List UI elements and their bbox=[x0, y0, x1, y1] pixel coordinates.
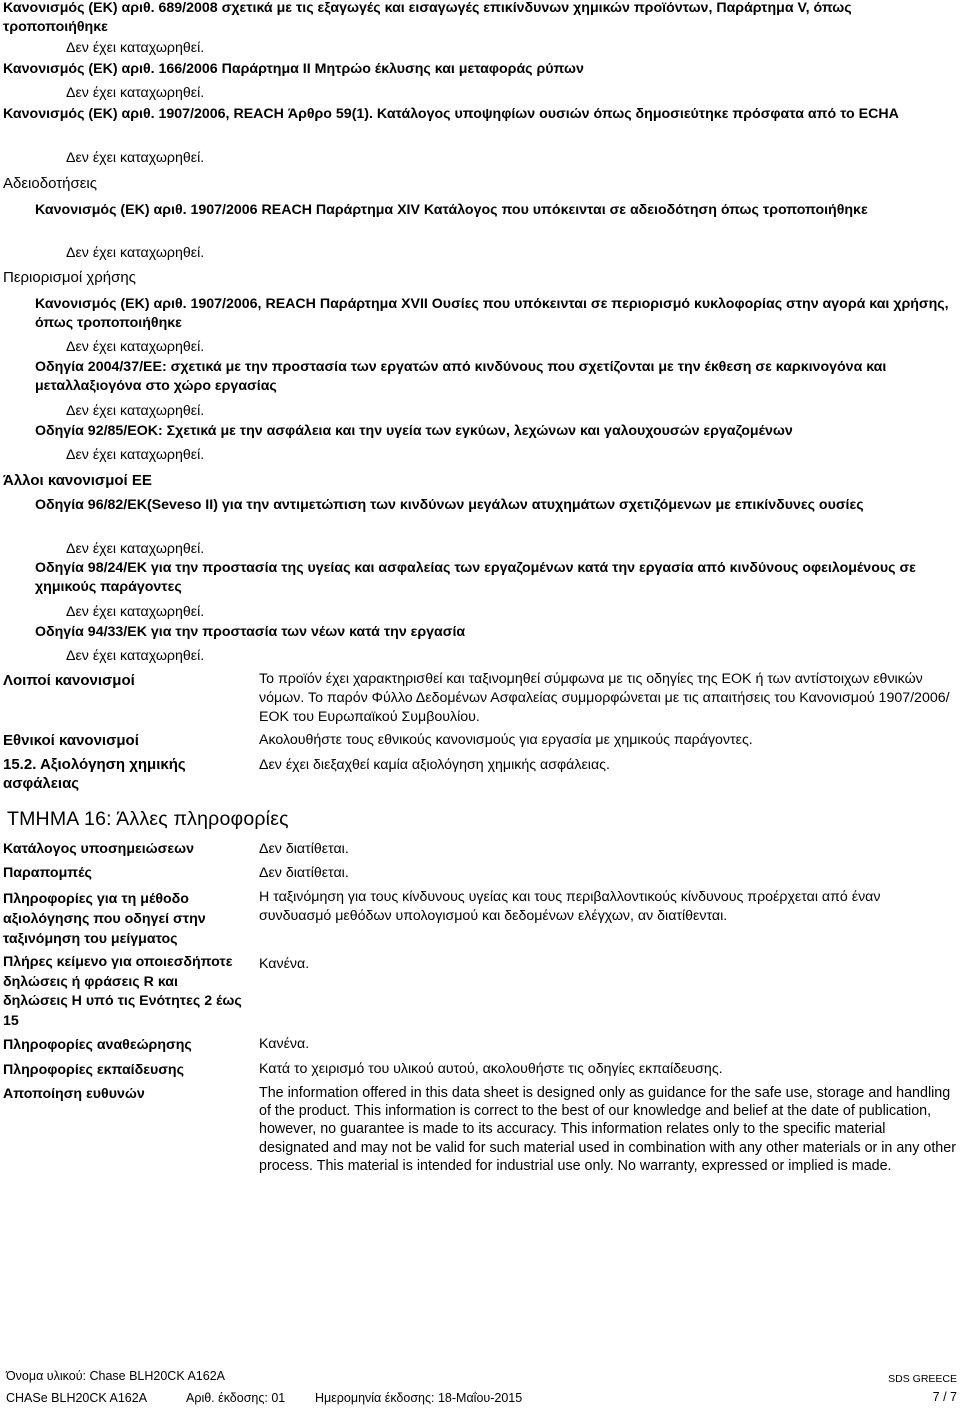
restrictions-reg: Κανονισμός (ΕΚ) αριθ. 1907/2006, REACH Παράρτημα XVII Ουσίες που υπόκεινται σε περιορισμό κυκλοφορίας στην αγορά και χρήσης, όπως τροποποιήθηκε bbox=[35, 296, 949, 331]
reg-689-status: Δεν έχει καταχωρηθεί. bbox=[66, 40, 205, 56]
restrictions-reg-status: Δεν έχει καταχωρηθεί. bbox=[66, 339, 205, 355]
directive-96-82-status: Δεν έχει καταχωρηθεί. bbox=[66, 541, 205, 557]
directive-92-85: Οδηγία 92/85/ΕΟΚ: Σχετικά με την ασφάλεια και την υγεία των εγκύων, λεχώνων και γαλουχουσών εργαζομένων bbox=[35, 423, 793, 439]
directive-96-82: Οδηγία 96/82/ΕΚ(Seveso II) για την αντιμετώπιση των κινδύνων μεγάλων ατυχημάτων σχετιζόμενων με επικίνδυνες ουσίες bbox=[35, 497, 864, 513]
method-value: Η ταξινόμηση για τους κίνδυνους υγείας και τους περιβαλλοντικούς κίνδυνους προέρχεται από έναν συνδυασμό μεθόδων υπολογισμού και δεδομένων ελέγχων, αν διατίθενται. bbox=[259, 889, 881, 924]
section-16-title: ΤΜΗΜΑ 16: Άλλες πληροφορίες bbox=[7, 808, 289, 830]
authorisations-reg: Κανονισμός (ΕΚ) αριθ. 1907/2006 REACH Παράρτημα XIV Κατάλογος που υπόκεινται σε αδειοδότηση όπως τροποποιήθηκε bbox=[35, 202, 868, 218]
footer-material-name: Όνομα υλικού: Chase BLH20CK A162A bbox=[6, 1369, 225, 1383]
fulltext-label: Πλήρες κείμενο για οποιεσδήποτε δηλώσεις ή φράσεις R και δηλώσεις H υπό τις Ενότητες 2 έως 15 bbox=[3, 954, 242, 1029]
reg-1907-59-status: Δεν έχει καταχωρηθεί. bbox=[66, 150, 205, 166]
authorisations-label: Αδειοδοτήσεις bbox=[3, 175, 97, 192]
directive-94-33-status: Δεν έχει καταχωρηθεί. bbox=[66, 648, 205, 664]
training-value: Κατά το χειρισμό του υλικού αυτού, ακολουθήστε τις οδηγίες εκπαίδευσης. bbox=[259, 1061, 723, 1077]
directive-98-24: Οδηγία 98/24/ΕΚ για την προστασία της υγείας και ασφαλείας των εργαζομένων κατά την εργασία από κινδύνους οφειλομένους σε χημικούς παράγοντες bbox=[35, 560, 916, 595]
national-regs-text: Ακολουθήστε τους εθνικούς κανονισμούς για εργασία με χημικούς παράγοντες. bbox=[259, 732, 753, 748]
abbrev-value: Δεν διατίθεται. bbox=[259, 841, 349, 857]
directive-92-85-status: Δεν έχει καταχωρηθεί. bbox=[66, 447, 205, 463]
csa-text: Δεν έχει διεξαχθεί καμία αξιολόγηση χημικής ασφάλειας. bbox=[259, 757, 610, 773]
other-regs-text: Το προϊόν έχει χαρακτηρισθεί και ταξινομηθεί σύμφωνα με τις οδηγίες της ΕΟΚ ή των αντίστοιχων εθνικών νόμων. Το παρόν Φύλλο Δεδομένων Ασφαλείας συμμορφώνεται με τις απαιτήσεις του Κανονισμού 1907/2006/ΕΟΚ του Ευρωπαϊκού Συμβουλίου. bbox=[259, 671, 950, 725]
training-label: Πληροφορίες εκπαίδευσης bbox=[3, 1062, 184, 1078]
footer-issue-date: Ημερομηνία έκδοσης: 18-Μαΐου-2015 bbox=[315, 1391, 523, 1405]
disclaimer-value: The information offered in this data sheet is designed only as guidance for the safe use, storage and handling of the product. This information is correct to the best of our knowledge and belief at the date of publication, however, no guarantee is made to its accuracy. This information relates only to the specific material designated and may not be valid for such material used in combination with any other materials or in any other process. This material is intended for industrial use only. No warranty, expressed or implied is made. bbox=[259, 1085, 956, 1174]
footer-sds-region: SDS GREECE bbox=[888, 1373, 957, 1385]
national-regs-label: Εθνικοί κανονισμοί bbox=[3, 732, 139, 749]
refs-label: Παραπομπές bbox=[3, 865, 92, 881]
reg-166-status: Δεν έχει καταχωρηθεί. bbox=[66, 85, 205, 101]
directive-2004-37: Οδηγία 2004/37/ΕΕ: σχετικά με την προστασία των εργατών από κινδύνους που σχετίζονται με την έκθεση σε καρκινογόνα και μεταλλαξιογόνα στο χώρο εργασίας bbox=[35, 359, 887, 394]
csa-label: 15.2. Αξιολόγηση χημικής ασφάλειας bbox=[3, 756, 186, 792]
authorisations-status: Δεν έχει καταχωρηθεί. bbox=[66, 245, 205, 261]
method-label: Πληροφορίες για τη μέθοδο αξιολόγησης που οδηγεί στην ταξινόμηση του μείγματος bbox=[3, 891, 206, 947]
footer-version: Αριθ. έκδοσης: 01 bbox=[186, 1391, 286, 1405]
reg-689-title: Κανονισμός (ΕΚ) αριθ. 689/2008 σχετικά με τις εξαγωγές και εισαγωγές επικίνδυνων χημικών προϊόντων, Παράρτημα V, όπως τροποποιήθηκε bbox=[3, 0, 852, 35]
footer-doc-id: CHASe BLH20CK A162A bbox=[6, 1391, 148, 1405]
revision-label: Πληροφορίες αναθεώρησης bbox=[3, 1037, 192, 1053]
restrictions-label: Περιορισμοί χρήσης bbox=[3, 269, 136, 286]
directive-94-33: Οδηγία 94/33/ΕΚ για την προστασία των νέων κατά την εργασία bbox=[35, 624, 466, 640]
directive-2004-37-status: Δεν έχει καταχωρηθεί. bbox=[66, 403, 205, 419]
refs-value: Δεν διατίθεται. bbox=[259, 865, 349, 881]
footer-page-number: 7 / 7 bbox=[932, 1390, 957, 1404]
disclaimer-label: Αποποίηση ευθυνών bbox=[3, 1086, 145, 1102]
other-eu-label: Άλλοι κανονισμοί ΕΕ bbox=[3, 472, 152, 489]
fulltext-value: Κανένα. bbox=[259, 956, 310, 972]
directive-98-24-status: Δεν έχει καταχωρηθεί. bbox=[66, 604, 205, 620]
reg-166-title: Κανονισμός (ΕΚ) αριθ. 166/2006 Παράρτημα II Μητρώο έκλυσης και μεταφοράς ρύπων bbox=[3, 61, 584, 77]
other-regs-label: Λοιποί κανονισμοί bbox=[3, 672, 135, 689]
revision-value: Κανένα. bbox=[259, 1036, 310, 1052]
abbrev-label: Κατάλογος υποσημειώσεων bbox=[3, 841, 194, 857]
reg-1907-59-title: Κανονισμός (ΕΚ) αριθ. 1907/2006, REACH Άρθρο 59(1). Κατάλογος υποψηφίων ουσιών όπως δημοσιεύτηκε πρόσφατα από το ECHA bbox=[3, 106, 899, 122]
